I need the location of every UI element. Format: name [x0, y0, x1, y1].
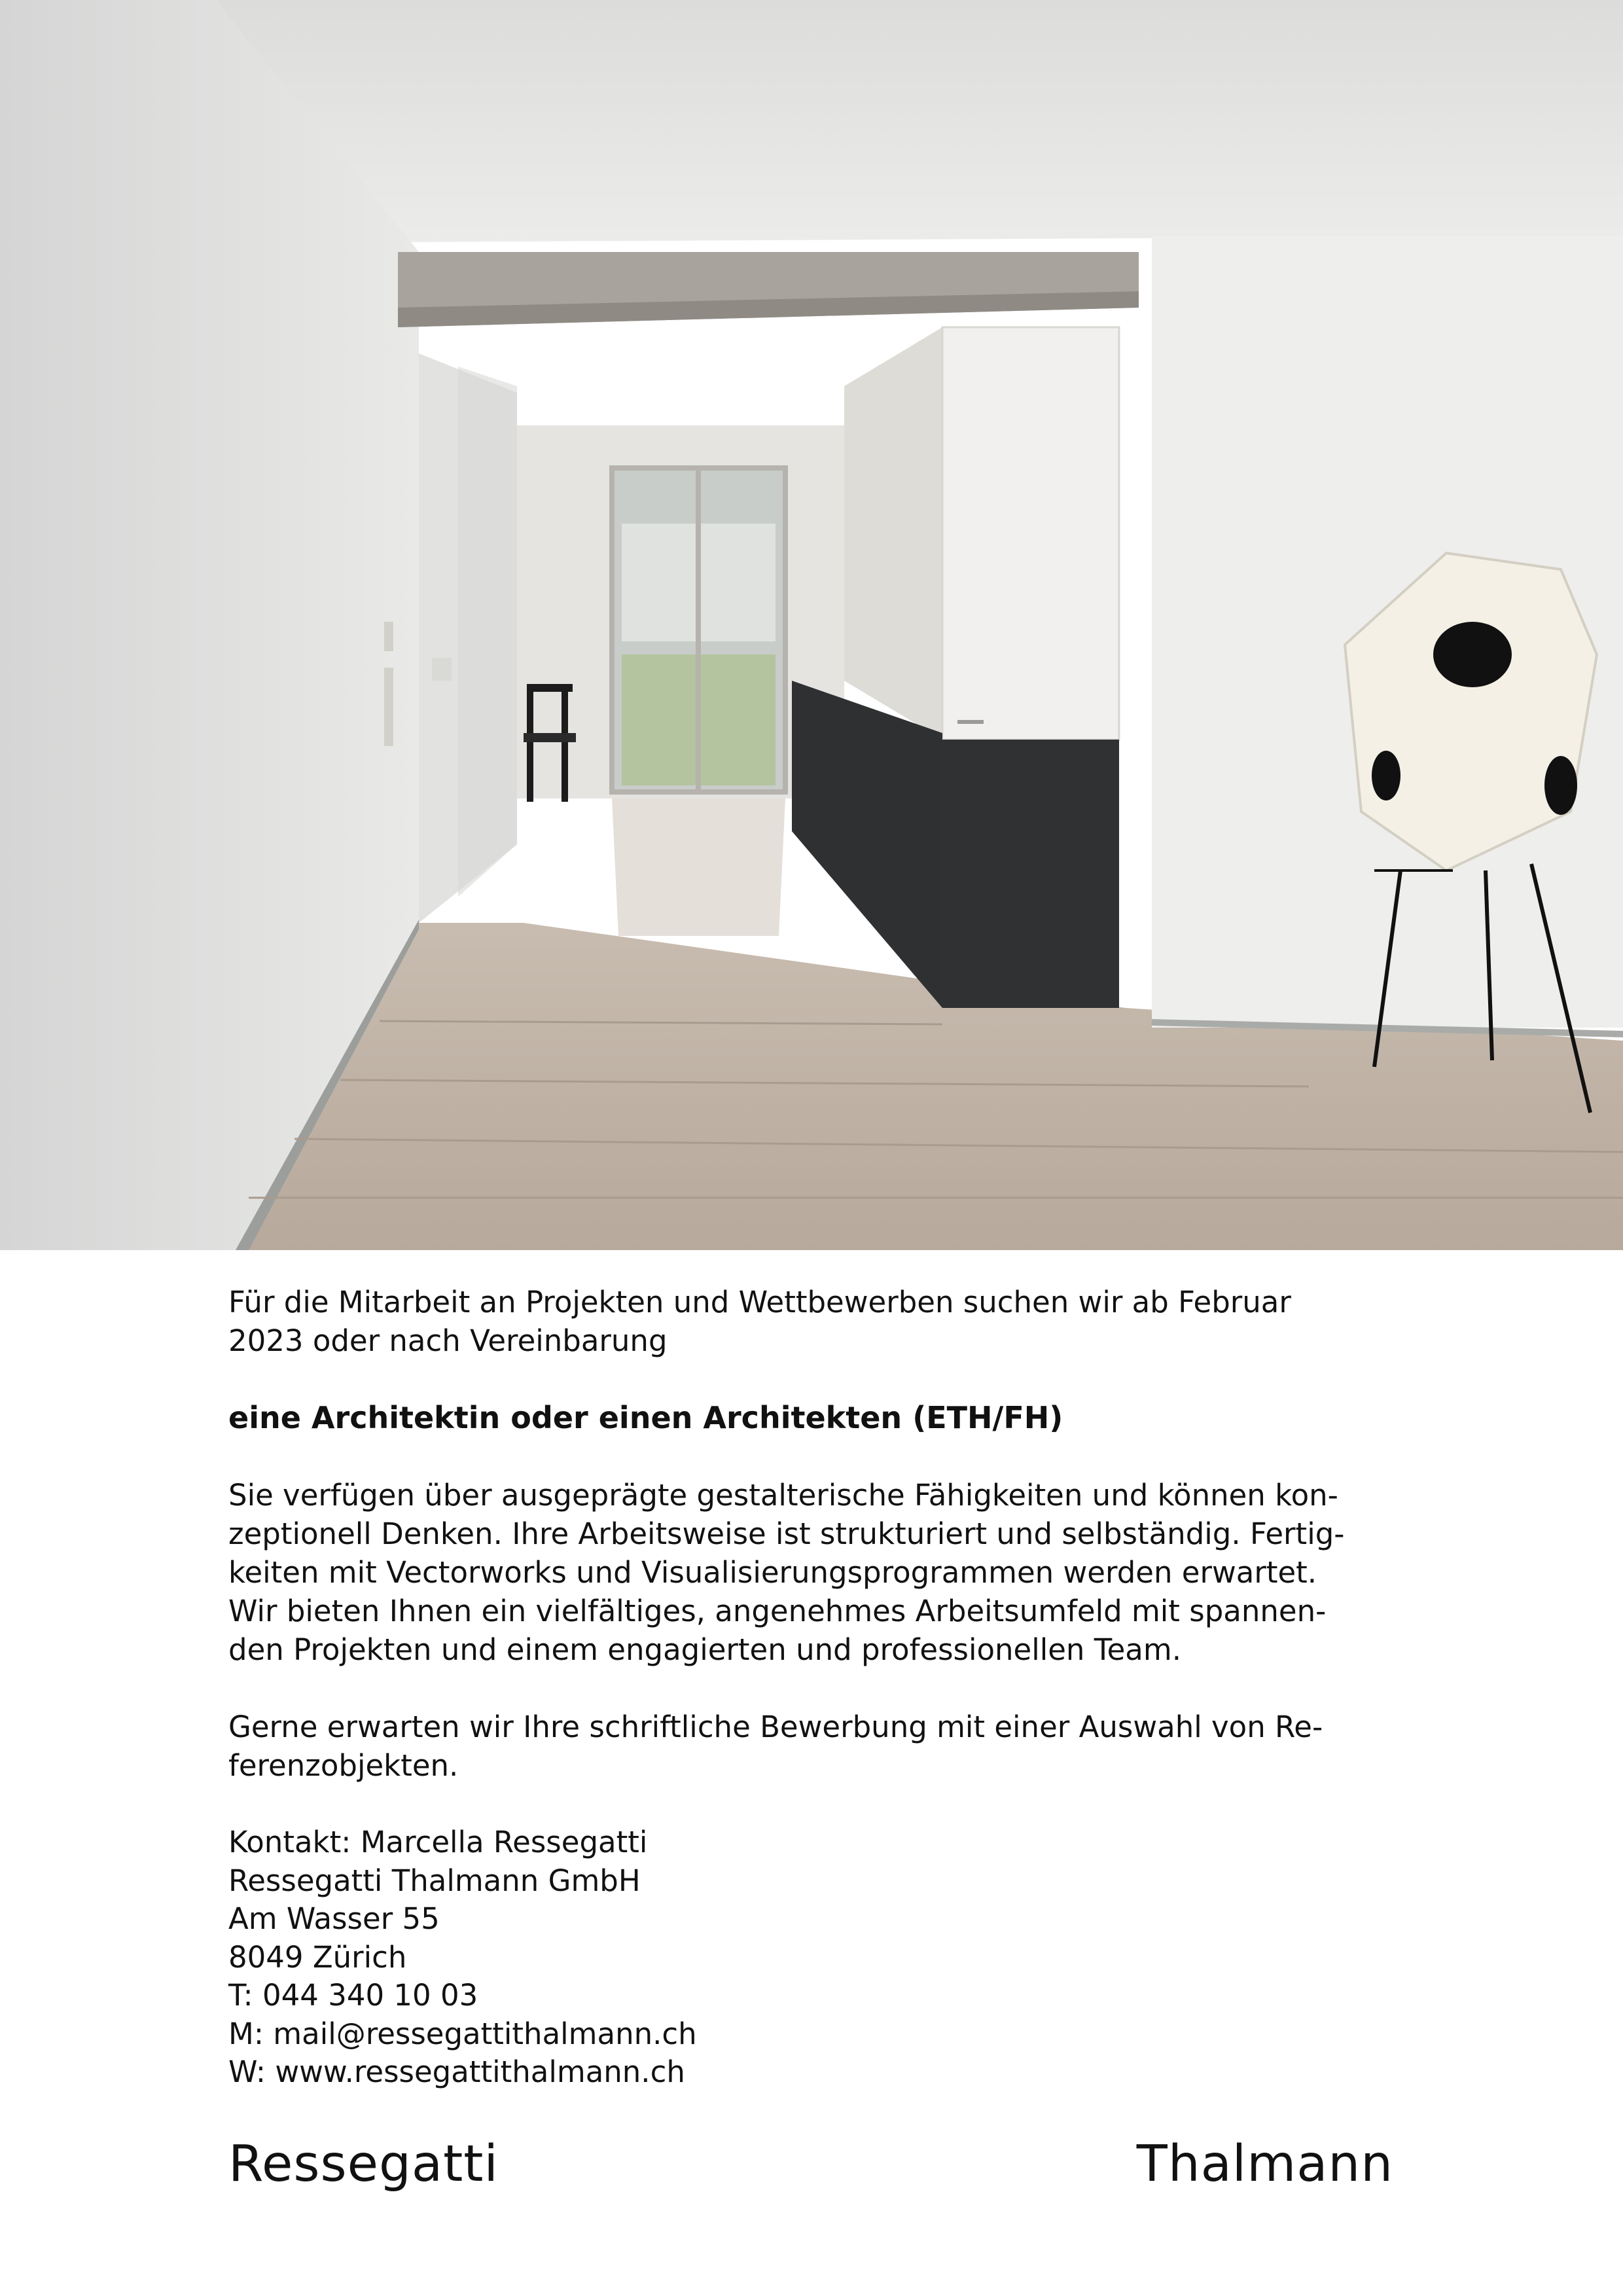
intro-line: 2023 oder nach Vereinbarung [228, 1323, 668, 1358]
contact-website[interactable]: W: www.ressegattithalmann.ch [228, 2054, 685, 2089]
application-paragraph [228, 1708, 1393, 1785]
intro-line: Für die Mitarbeit an Projekten und Wettbewerben suchen wir ab Februar [228, 1285, 1291, 1319]
requirements-line: Sie verfügen über ausgeprägte gestalterische Fähigkeiten und können kon- [228, 1478, 1338, 1513]
requirements-line: keiten mit Vectorworks und Visualisierungsprogrammen werden erwartet. [228, 1555, 1317, 1590]
brand-name-left: Ressegatti [228, 2135, 499, 2193]
brand-name-right: Thalmann [1136, 2135, 1393, 2193]
intro-paragraph [228, 1283, 1393, 1360]
application-line: Gerne erwarten wir Ihre schriftliche Bewerbung mit einer Auswahl von Re- [228, 1710, 1323, 1744]
contact-block [228, 1823, 1393, 2092]
requirements-line: zeptionell Denken. Ihre Arbeitsweise ist strukturiert und selbständig. Fertig- [228, 1516, 1345, 1551]
footer [228, 2135, 1393, 2194]
contact-street: Am Wasser 55 [228, 1901, 440, 1936]
position-title: eine Architektin oder einen Architekten (ETH/FH) [228, 1400, 1063, 1435]
contact-phone: T: 044 340 10 03 [228, 1978, 478, 2013]
job-posting [228, 1283, 1393, 2092]
contact-email[interactable]: M: mail@ressegattithalmann.ch [228, 2016, 697, 2051]
application-line: ferenzobjekten. [228, 1748, 459, 1783]
requirements-line: den Projekten und einem engagierten und professionellen Team. [228, 1632, 1181, 1667]
contact-person: Kontakt: Marcella Ressegatti [228, 1825, 648, 1859]
requirements-line: Wir bieten Ihnen ein vielfältiges, angenehmes Arbeitsumfeld mit spannen- [228, 1594, 1327, 1628]
contact-city: 8049 Zürich [228, 1939, 407, 1975]
contact-company: Ressegatti Thalmann GmbH [228, 1863, 641, 1898]
requirements-paragraph [228, 1476, 1393, 1669]
